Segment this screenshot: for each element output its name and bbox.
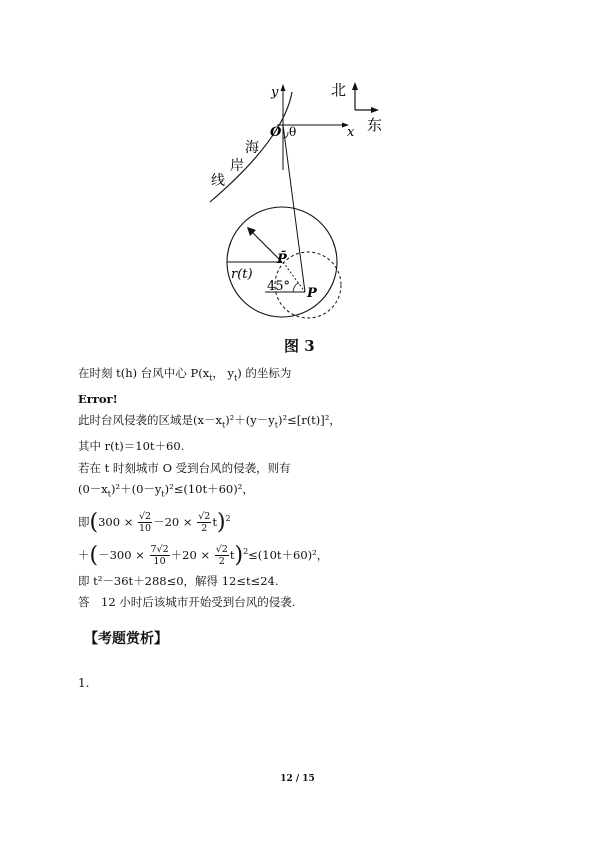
fraction-2-den: 2	[201, 523, 208, 535]
fraction-1-num: √2	[139, 511, 152, 523]
paren-open-2: (	[89, 542, 99, 568]
figure-diagram	[195, 70, 395, 360]
coast-label-3: 线	[211, 173, 225, 189]
text-line-6: $(0-x_t)^2+(0-y_t)^2\le(10t+60)^2$，	[78, 482, 254, 499]
text-line-10: 答 12 小时后该城市开始受到台风的侵袭.	[78, 595, 296, 610]
y-axis-label: y	[271, 85, 279, 100]
page-number: 12 / 15	[280, 774, 315, 784]
line1-part-a: 在时刻 t(h) 台风中心 P(x	[78, 366, 210, 380]
line8-term-t: t	[229, 547, 235, 562]
p-bar-label: P̄	[277, 252, 287, 267]
fraction-3-num: 7√2	[150, 544, 169, 556]
text-line-3: 此时台风侵袭的区域是$(x-x_t)^2+(y-y_t)^2\le[r(t)]^2$，	[78, 413, 341, 430]
angle-arc	[293, 283, 299, 292]
figure-3	[195, 70, 395, 360]
line8-end: ≤(10t＋60)²，	[248, 547, 329, 562]
y-axis-arrow	[281, 84, 286, 91]
fraction-4-den: 2	[218, 556, 225, 568]
line7-square: 2	[225, 513, 231, 523]
fraction-2-num: √2	[198, 511, 211, 523]
line1-part-c: ) 的坐标为	[237, 366, 292, 380]
fraction-1	[138, 511, 152, 534]
east-arrow-head	[371, 107, 379, 113]
item-number: 1.	[78, 676, 90, 690]
text-line-2: Error!	[78, 391, 118, 406]
x-axis-label: x	[347, 125, 355, 140]
origin-label: O	[270, 125, 282, 140]
text-line-7	[78, 505, 538, 537]
line7-term-b: －20 ×	[153, 514, 193, 529]
fraction-2	[197, 511, 211, 534]
line1-sub-2: t	[234, 373, 238, 383]
coast-label-1: 海	[245, 140, 259, 156]
line8-square: 2	[243, 546, 249, 556]
line8-prefix: ＋	[78, 547, 90, 562]
paren-close-1: )	[216, 509, 226, 535]
fraction-3-den: 10	[153, 556, 166, 568]
line8-term-b: ＋20 ×	[170, 547, 211, 562]
fraction-3	[150, 544, 170, 567]
fraction-4	[215, 544, 229, 567]
coast-label-2: 岸	[230, 158, 244, 174]
theta-label: θ	[289, 125, 297, 139]
rt-label: r(t)	[231, 267, 253, 282]
north-label: 北	[331, 81, 347, 99]
line1-part-b: ， y	[212, 366, 235, 380]
angle-label: 45°	[267, 279, 291, 294]
text-line-1	[78, 363, 538, 389]
paren-open-1: (	[89, 509, 99, 535]
section-title: 【考题赏析】	[84, 631, 168, 647]
text-line-9: 即 t²－36t＋288≤0，解得 12≤t≤24.	[78, 573, 279, 588]
line7-prefix: 即	[78, 514, 90, 529]
text-line-8	[78, 537, 538, 571]
p-label: P	[307, 286, 317, 301]
figure-caption: 图 3	[284, 337, 315, 355]
north-arrow-head	[352, 82, 358, 90]
paren-close-2: )	[234, 542, 244, 568]
fraction-1-den: 10	[139, 523, 152, 535]
line1-sub-1: t	[209, 373, 213, 383]
line8-term-a: －300 ×	[98, 547, 145, 562]
text-line-5: 若在 t 时刻城市 O 受到台风的侵袭，则有	[78, 460, 291, 475]
east-label: 东	[367, 116, 383, 134]
solution-text	[78, 363, 538, 614]
text-line-4: 其中 r(t)＝10t＋60.	[78, 439, 185, 454]
line7-term-t: t	[212, 514, 217, 529]
line7-term-a: 300 ×	[98, 514, 134, 529]
fraction-4-num: √2	[215, 544, 228, 556]
